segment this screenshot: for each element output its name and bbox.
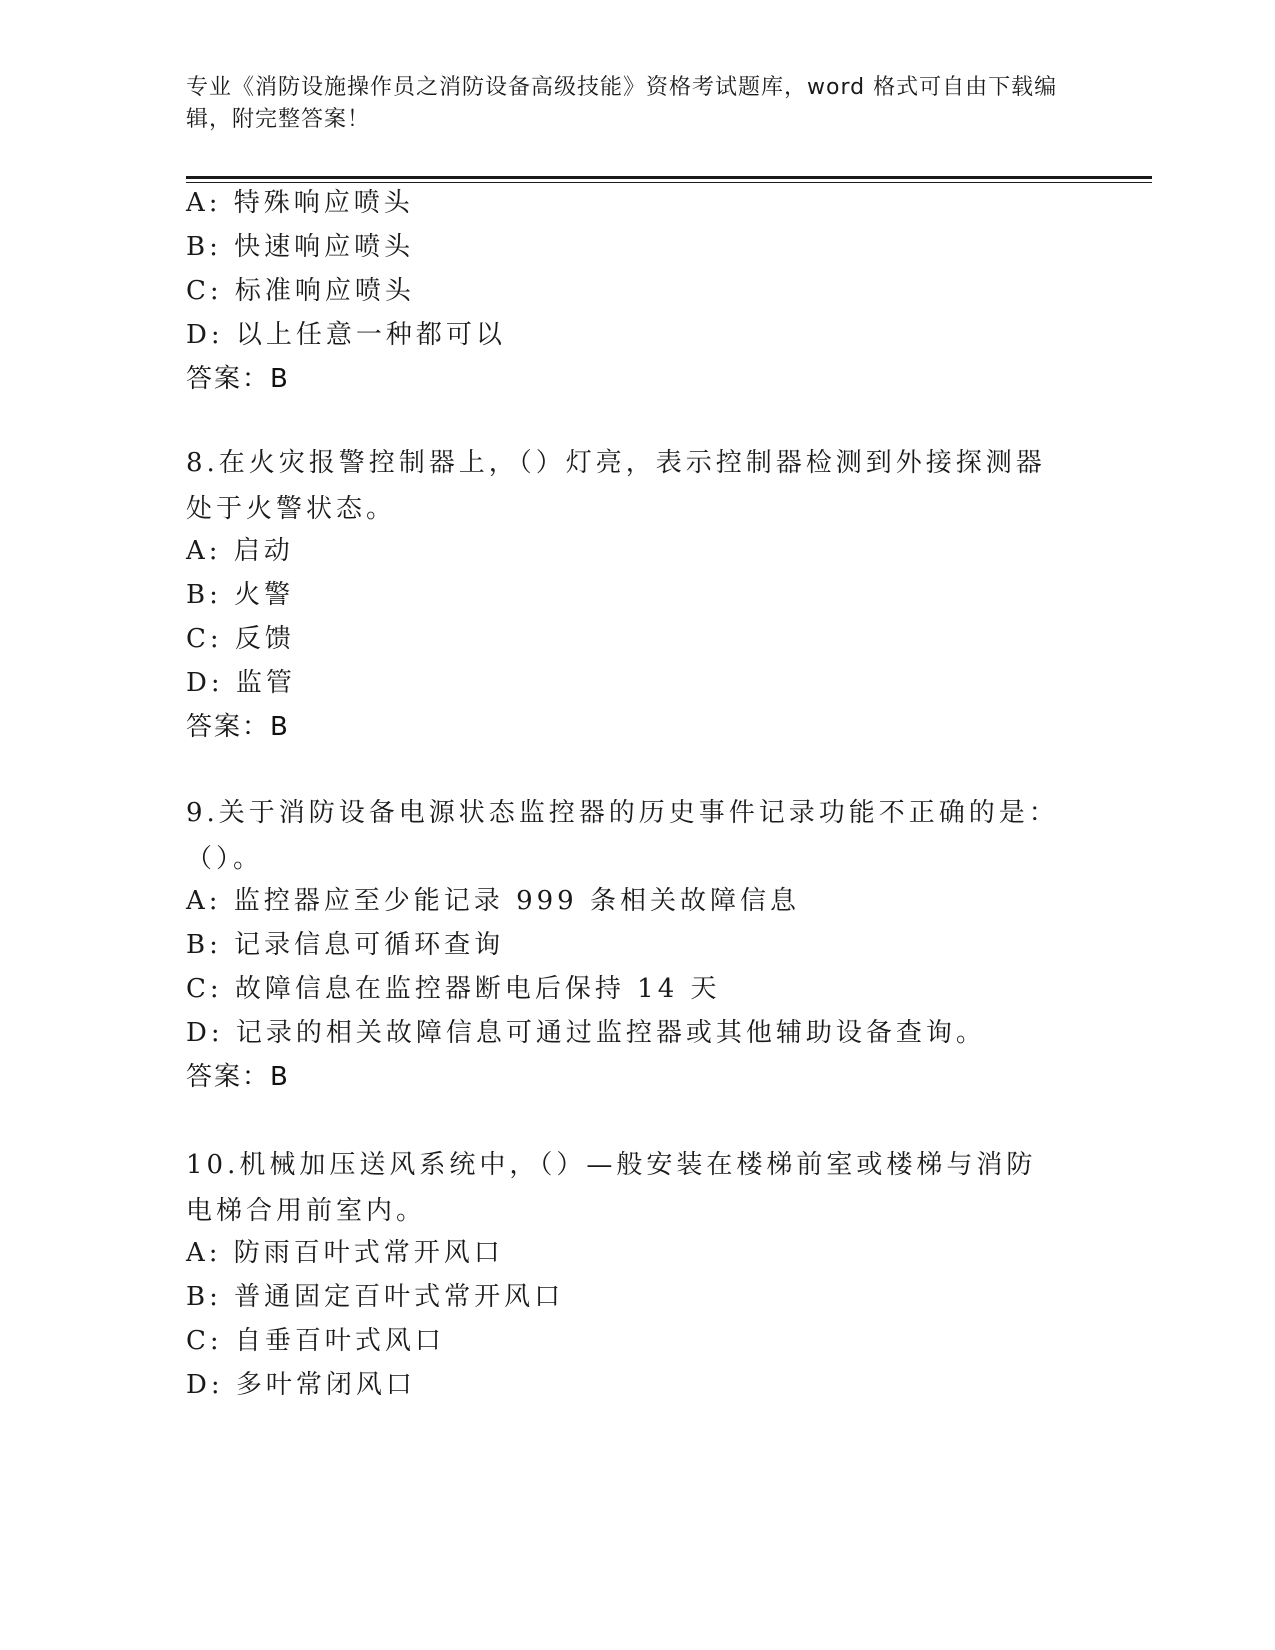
answer-label: 答案：B xyxy=(186,364,290,394)
question-text: 9.关于消防设备电源状态监控器的历史事件记录功能不正确的是：（）。 xyxy=(186,798,1059,874)
answer-label: 答案：B xyxy=(186,712,290,742)
option-a: A: 防雨百叶式常开风口 xyxy=(186,1238,504,1268)
option-b: B: 火警 xyxy=(186,580,295,610)
question-text: 8.在火灾报警控制器上，（）灯亮，表示控制器检测到外接探测器处于火警状态。 xyxy=(186,448,1046,524)
question-text: 10.机械加压送风系统中，（）—般安装在楼梯前室或楼梯与消防电梯合用前室内。 xyxy=(186,1150,1037,1226)
header-divider-thick xyxy=(186,176,1152,179)
option-a: A: 监控器应至少能记录 999 条相关故障信息 xyxy=(186,886,800,916)
option-c: C: 反馈 xyxy=(186,624,295,654)
option-d: D: 记录的相关故障信息可通过监控器或其他辅助设备查询。 xyxy=(186,1018,986,1048)
document-header: 专业《消防设施操作员之消防设备高级技能》资格考试题库，word 格式可自由下载编辑，附完整答案！ xyxy=(186,75,1058,132)
option-c: C: 故障信息在监控器断电后保持 14 天 xyxy=(186,974,721,1004)
option-a: A: 特殊响应喷头 xyxy=(186,188,414,218)
option-c: C: 标准响应喷头 xyxy=(186,276,415,306)
option-a: A: 启动 xyxy=(186,536,294,566)
option-d: D: 以上任意一种都可以 xyxy=(186,320,506,350)
option-d: D: 多叶常闭风口 xyxy=(186,1370,416,1400)
option-d: D: 监管 xyxy=(186,668,296,698)
option-b: B: 普通固定百叶式常开风口 xyxy=(186,1282,565,1312)
option-b: B: 记录信息可循环查询 xyxy=(186,930,505,960)
answer-label: 答案：B xyxy=(186,1062,290,1092)
option-b: B: 快速响应喷头 xyxy=(186,232,415,262)
option-c: C: 自垂百叶式风口 xyxy=(186,1326,445,1356)
